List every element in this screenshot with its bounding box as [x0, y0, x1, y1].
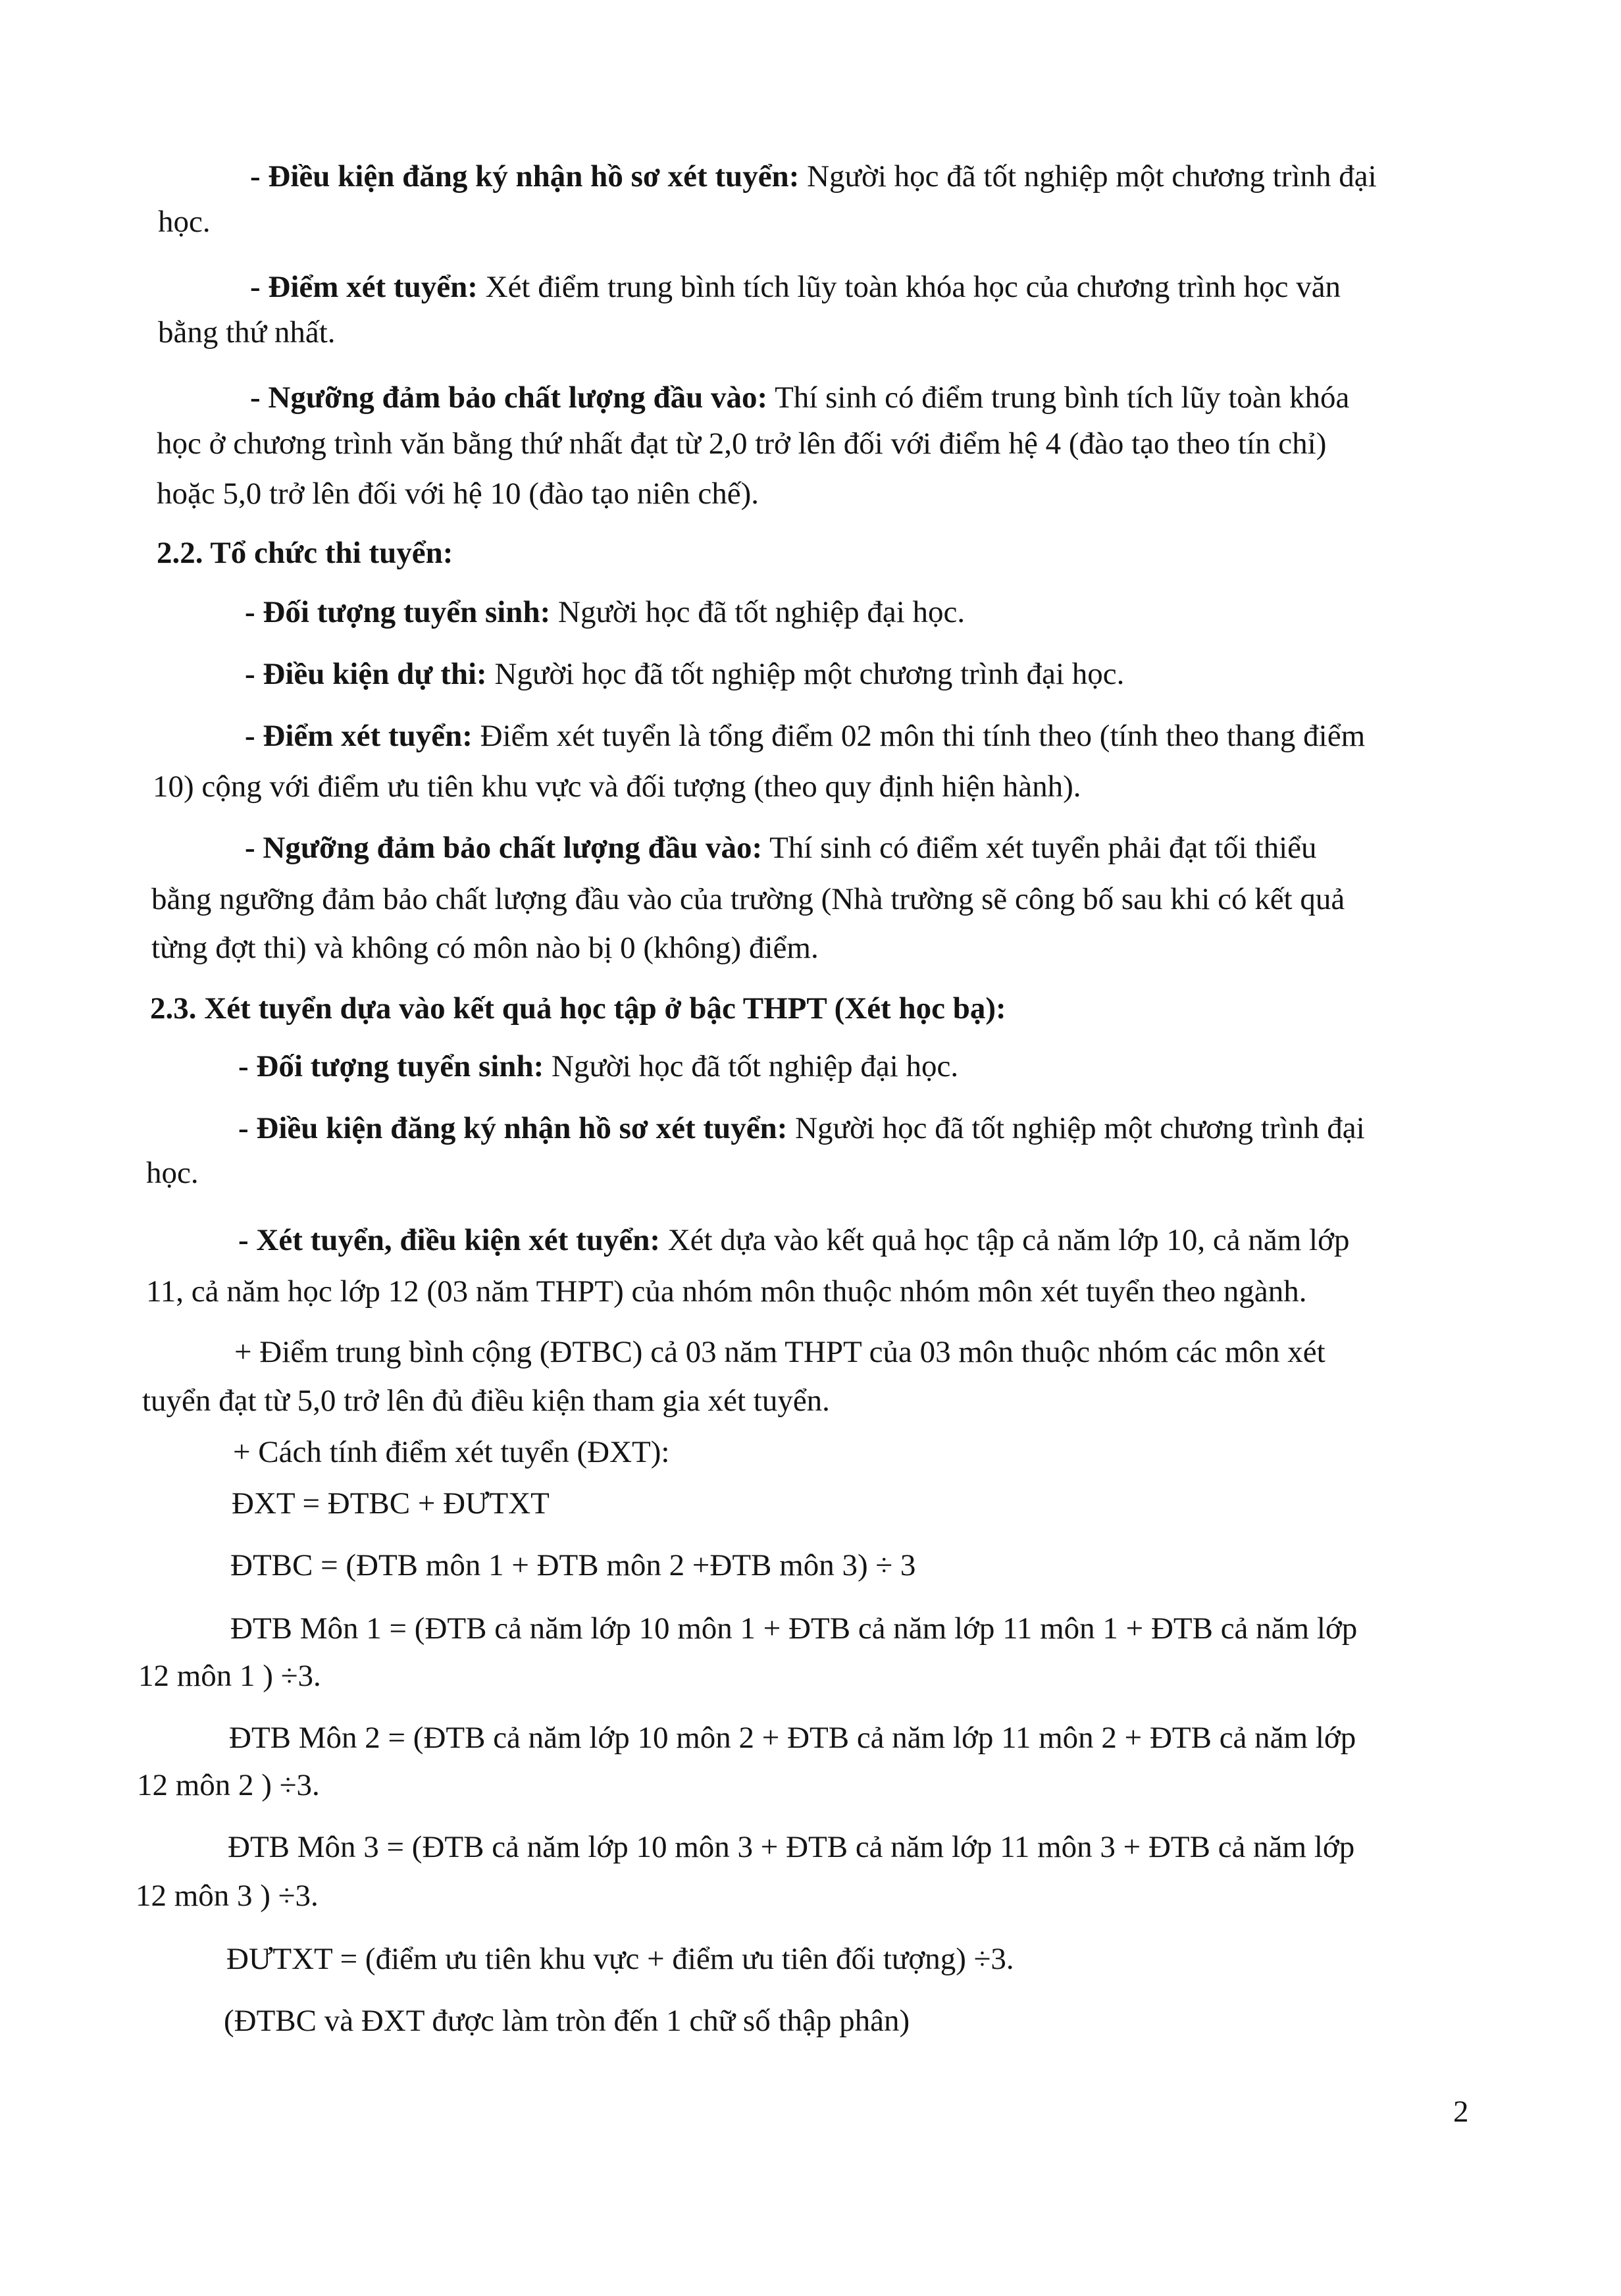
xet-tuyen-line-1	[238, 1220, 1349, 1260]
nguong-2-2-line-3: từng đợt thi) và không có môn nào bị 0 (không) điểm.	[151, 931, 819, 965]
diem-xt-2-2-line-1	[245, 716, 1365, 756]
nguong-line-3: hoặc 5,0 trở lên đối với hệ 10 (đào tạo niên chế).	[157, 477, 759, 511]
formula-mon1-line-1: ĐTB Môn 1 = (ĐTB cả năm lớp 10 môn 1 + ĐTB cả năm lớp 11 môn 1 + ĐTB cả năm lớp	[230, 1611, 1358, 1646]
diem-xt-line-2: bằng thứ nhất.	[158, 315, 336, 350]
diem-xt-line-1	[250, 267, 1341, 307]
doi-tuong-label: - Đối tượng tuyển sinh:	[245, 595, 551, 629]
rounding-note: (ĐTBC và ĐXT được làm tròn đến 1 chữ số thập phân)	[224, 2004, 910, 2038]
dk-dang-ky-line-1	[250, 157, 1377, 196]
dk-du-thi-line	[245, 654, 1124, 694]
diem-xt-2-2-line-2: 10) cộng với điểm ưu tiên khu vực và đối tượng (theo quy định hiện hành).	[153, 770, 1081, 804]
xet-tuyen-line-2: 11, cả năm học lớp 12 (03 năm THPT) của nhóm môn thuộc nhóm môn xét tuyển theo ngành.	[146, 1274, 1307, 1309]
xet-tuyen-text: Xét dựa vào kết quả học tập cả năm lớp 10, cả năm lớp	[667, 1223, 1350, 1257]
page-number: 2	[1453, 2095, 1469, 2129]
dk-dang-ky-2-3-line-1	[238, 1109, 1365, 1148]
formula-dtbc: ĐTBC = (ĐTB môn 1 + ĐTB môn 2 +ĐTB môn 3) ÷ 3	[230, 1548, 916, 1582]
formula-mon3-line-2: 12 môn 3 ) ÷3.	[136, 1879, 319, 1913]
formula-mon2-line-1: ĐTB Môn 2 = (ĐTB cả năm lớp 10 môn 2 + ĐTB cả năm lớp 11 môn 2 + ĐTB cả năm lớp	[229, 1721, 1356, 1755]
formula-dxt: ĐXT = ĐTBC + ĐƯTXT	[232, 1486, 550, 1521]
dk-dang-ky-2-3-line-2: học.	[146, 1156, 199, 1190]
dtbc-note-line-2: tuyển đạt từ 5,0 trở lên đủ điều kiện tham gia xét tuyển.	[142, 1384, 830, 1418]
formula-mon3-line-1: ĐTB Môn 3 = (ĐTB cả năm lớp 10 môn 3 + ĐTB cả năm lớp 11 môn 3 + ĐTB cả năm lớp	[228, 1830, 1355, 1864]
section-2-2-heading: 2.2. Tổ chức thi tuyển:	[157, 536, 453, 570]
nguong-2-2-label: - Ngưỡng đảm bảo chất lượng đầu vào:	[245, 831, 763, 865]
doi-tuong-text: Người học đã tốt nghiệp đại học.	[558, 595, 965, 629]
diem-xt-label: - Điểm xét tuyển:	[250, 270, 478, 304]
diem-xt-2-2-text: Điểm xét tuyển là tổng điểm 02 môn thi tính theo (tính theo thang điểm	[480, 719, 1366, 753]
nguong-2-2-line-2: bằng ngưỡng đảm bảo chất lượng đầu vào của trường (Nhà trường sẽ công bố sau khi có kết quả	[151, 882, 1345, 916]
formula-mon2-line-2: 12 môn 2 ) ÷3.	[137, 1768, 320, 1802]
formula-dutxt: ĐƯTXT = (điểm ưu tiên khu vực + điểm ưu tiên đối tượng) ÷3.	[226, 1942, 1014, 1976]
xet-tuyen-label: - Xét tuyển, điều kiện xét tuyển:	[238, 1223, 660, 1257]
nguong-label: - Ngưỡng đảm bảo chất lượng đầu vào:	[250, 380, 768, 415]
dk-dang-ky-line-2: học.	[158, 205, 211, 239]
nguong-2-2-text: Thí sinh có điểm xét tuyển phải đạt tối thiểu	[769, 831, 1317, 865]
dk-dang-ky-label: - Điều kiện đăng ký nhận hồ sơ xét tuyển:	[250, 159, 800, 194]
nguong-2-2-line-1	[245, 828, 1317, 868]
dk-du-thi-text: Người học đã tốt nghiệp một chương trình đại học.	[494, 657, 1125, 691]
dk-dang-ky-2-3-text: Người học đã tốt nghiệp một chương trình đại	[795, 1111, 1365, 1145]
doi-tuong-2-3-text: Người học đã tốt nghiệp đại học.	[552, 1049, 959, 1083]
diem-xt-2-2-label: - Điểm xét tuyển:	[245, 719, 473, 753]
section-2-3-heading: 2.3. Xét tuyển dựa vào kết quả học tập ở bậc THPT (Xét học bạ):	[150, 991, 1006, 1026]
dk-du-thi-label: - Điều kiện dự thi:	[245, 657, 487, 691]
doi-tuong-line	[245, 592, 965, 632]
dk-dang-ky-text: Người học đã tốt nghiệp một chương trình đại	[807, 159, 1377, 194]
diem-xt-text: Xét điểm trung bình tích lũy toàn khóa học của chương trình học văn	[485, 270, 1341, 304]
cach-tinh-line: + Cách tính điểm xét tuyển (ĐXT):	[233, 1435, 670, 1469]
dk-dang-ky-2-3-label: - Điều kiện đăng ký nhận hồ sơ xét tuyển:	[238, 1111, 788, 1145]
dtbc-note-line-1: + Điểm trung bình cộng (ĐTBC) cả 03 năm THPT của 03 môn thuộc nhóm các môn xét	[234, 1335, 1325, 1369]
doi-tuong-2-3-line	[238, 1047, 958, 1086]
nguong-line-2: học ở chương trình văn bằng thứ nhất đạt từ 2,0 trở lên đối với điểm hệ 4 (đào tạo theo tín chỉ)	[157, 427, 1327, 461]
formula-mon1-line-2: 12 môn 1 ) ÷3.	[138, 1659, 321, 1693]
nguong-line-1	[250, 378, 1349, 417]
doi-tuong-2-3-label: - Đối tượng tuyển sinh:	[238, 1049, 544, 1083]
nguong-text: Thí sinh có điểm trung bình tích lũy toàn khóa	[775, 380, 1350, 415]
